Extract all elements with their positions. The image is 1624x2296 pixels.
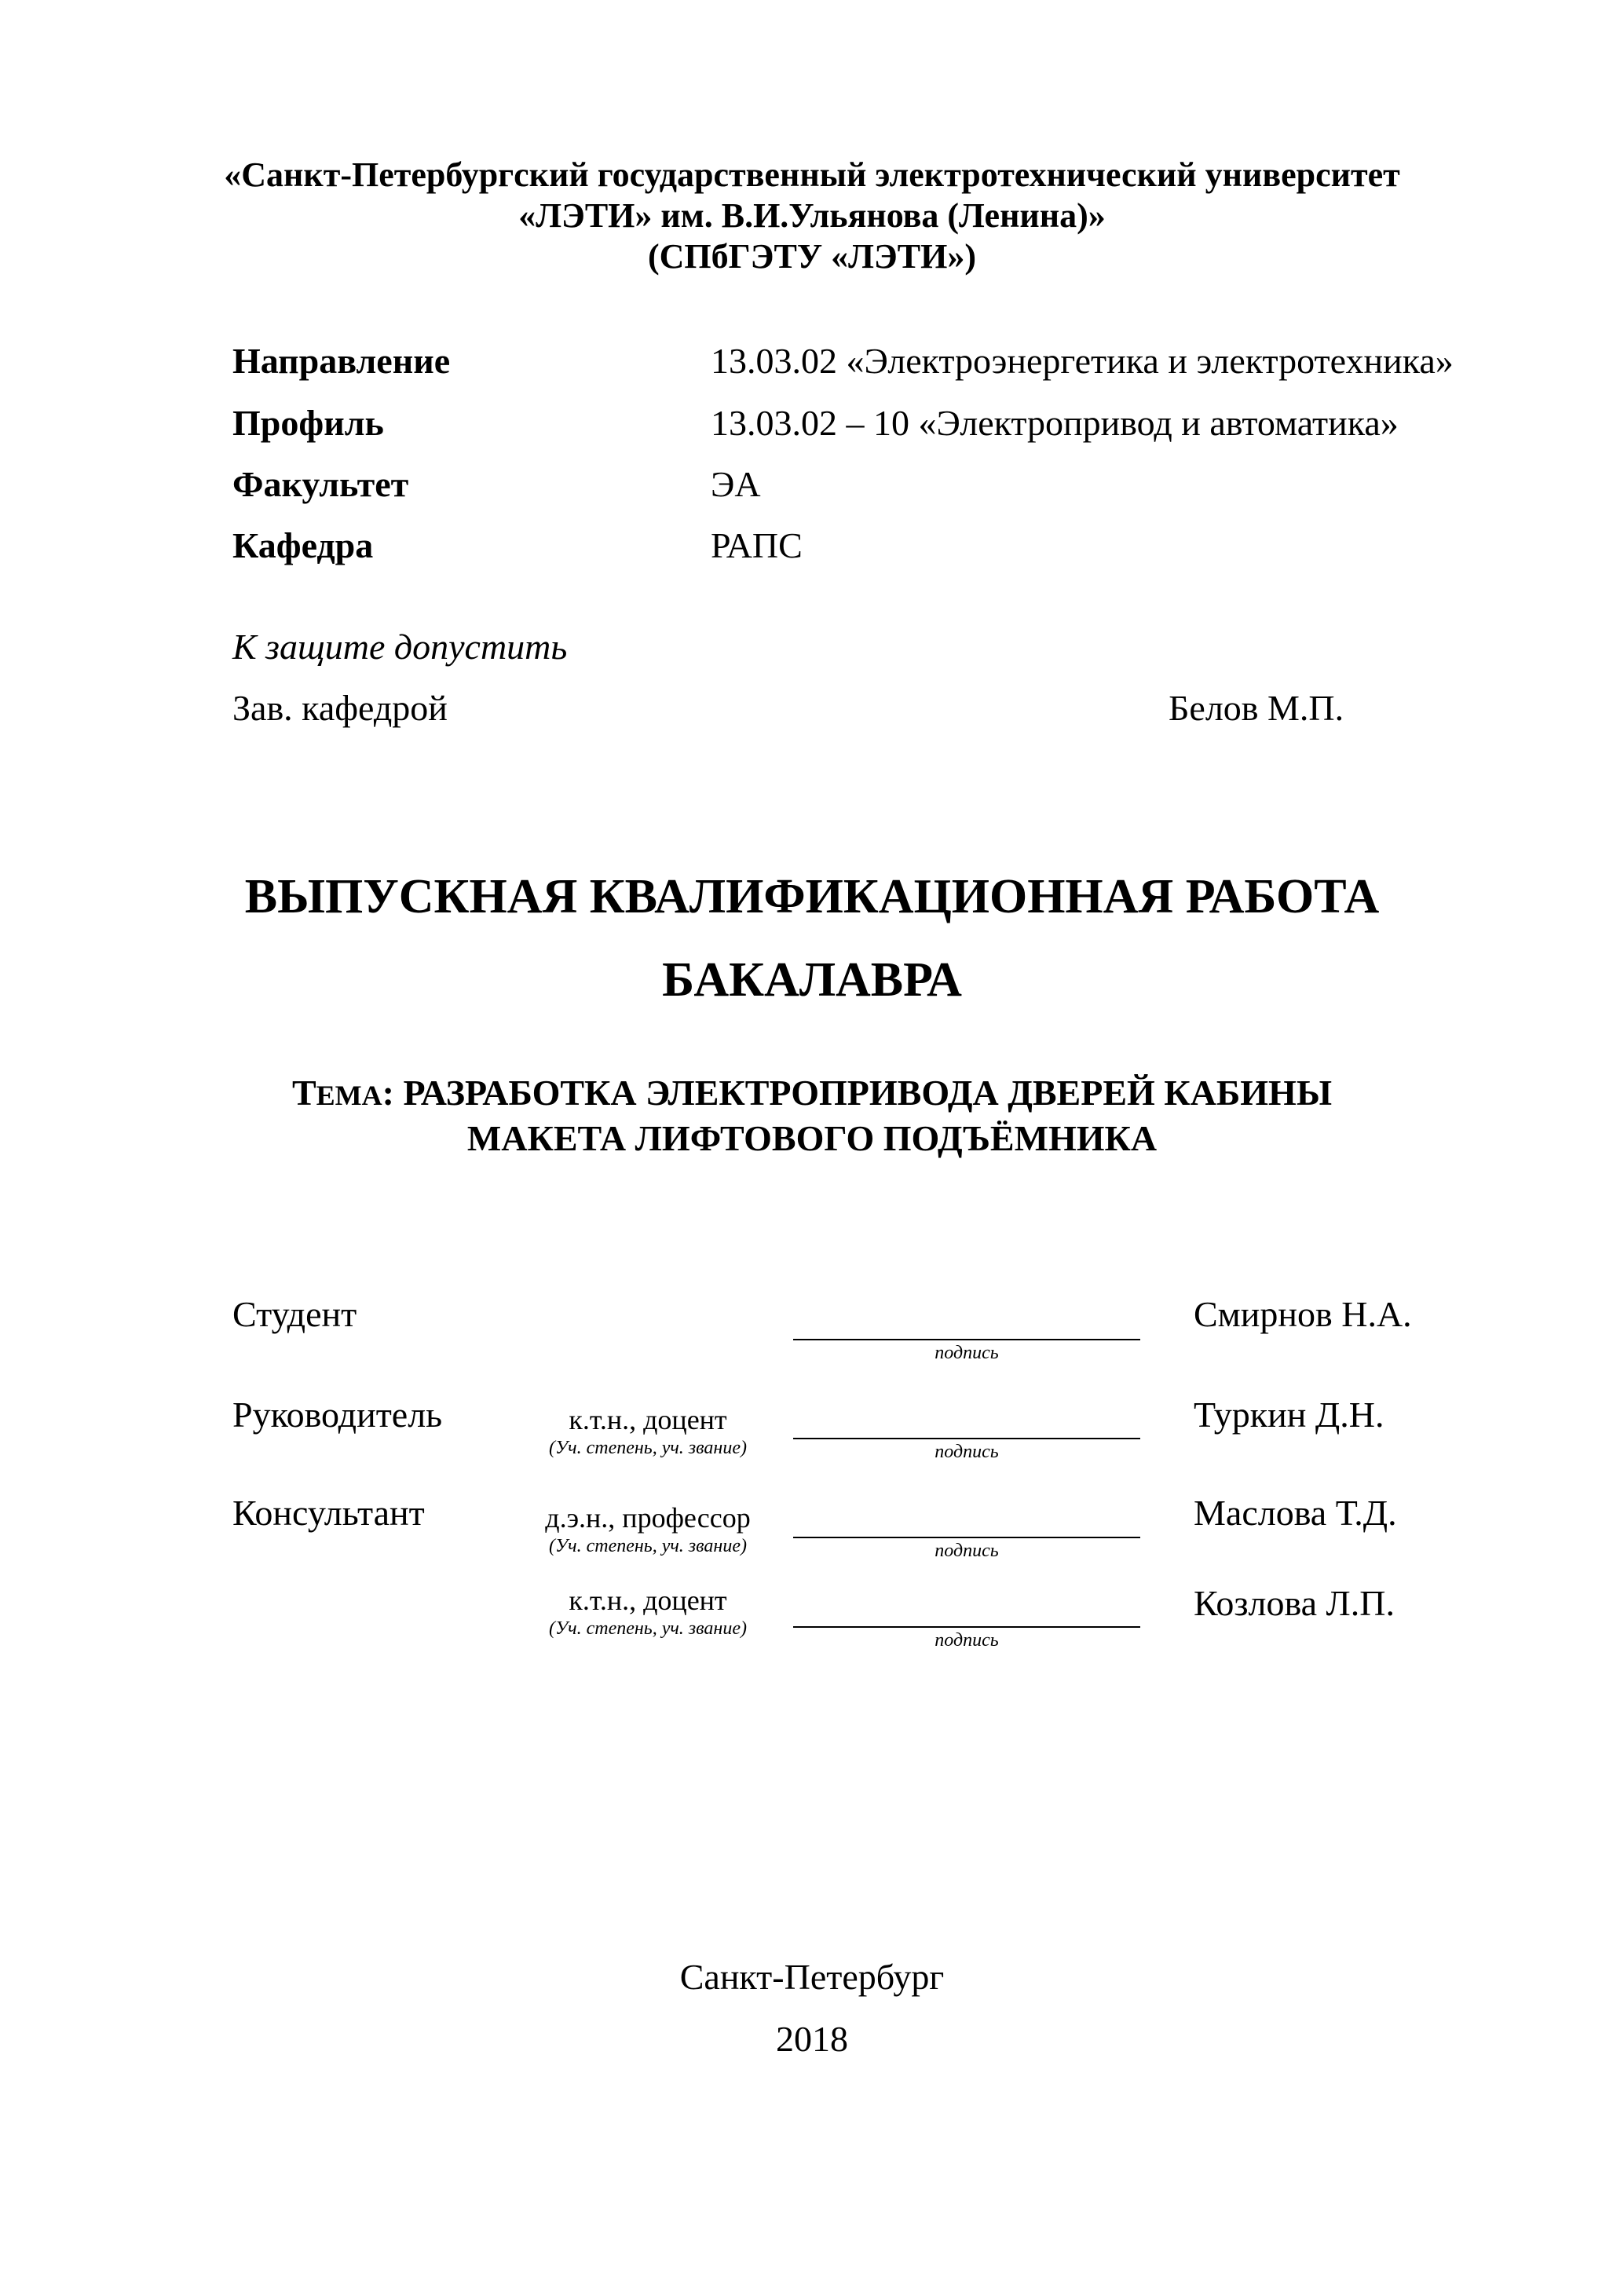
faculty-label: Факультет (232, 464, 409, 504)
direction-value: 13.03.02 «Электроэнергетика и электротехника» (711, 341, 1454, 381)
topic-label-rest: ЕМА (316, 1080, 382, 1111)
university-name-line2: «ЛЭТИ» им. В.И.Ульянова (Ленина)» (518, 196, 1106, 235)
consultant1-signature-hint: подпись (935, 1541, 999, 1561)
thesis-title-line2: БАКАЛАВРА (662, 953, 962, 1007)
student-role: Студент (232, 1294, 357, 1334)
university-name-line1: «Санкт-Петербургский государственный электротехнический университет (224, 155, 1400, 194)
profile-label: Профиль (232, 403, 384, 443)
student-signature-hint: подпись (935, 1343, 999, 1363)
head-of-department-name: Белов М.П. (1169, 688, 1344, 728)
consultant2-signature-line (793, 1626, 1140, 1628)
consultant1-degree-hint: (Уч. степень, уч. звание) (549, 1536, 747, 1556)
student-signature-line (793, 1339, 1140, 1340)
admission-text: К защите допустить (232, 627, 568, 667)
direction-label: Направление (232, 341, 451, 381)
consultant2-signature-hint: подпись (935, 1630, 999, 1651)
head-of-department-label: Зав. кафедрой (232, 688, 448, 728)
thesis-title-line1: ВЫПУСКНАЯ КВАЛИФИКАЦИОННАЯ РАБОТА (244, 870, 1380, 923)
department-value: РАПС (711, 525, 803, 565)
consultant1-degree: д.э.н., профессор (545, 1502, 751, 1534)
supervisor-signature-line (793, 1438, 1140, 1439)
topic-label-first: Т (291, 1073, 316, 1113)
topic-label-colon: : (382, 1073, 394, 1113)
profile-value: 13.03.02 – 10 «Электропривод и автоматика» (711, 403, 1399, 443)
supervisor-degree-hint: (Уч. степень, уч. звание) (549, 1438, 747, 1458)
consultant1-signature-line (793, 1537, 1140, 1538)
supervisor-signature-hint: подпись (935, 1442, 999, 1462)
consultant2-name: Козлова Л.П. (1194, 1583, 1395, 1623)
consultant2-degree-hint: (Уч. степень, уч. звание) (549, 1618, 747, 1639)
university-abbreviation: (СПбГЭТУ «ЛЭТИ») (648, 237, 976, 276)
topic-text-line1: РАЗРАБОТКА ЭЛЕКТРОПРИВОДА ДВЕРЕЙ КАБИНЫ (393, 1073, 1333, 1113)
consultant1-name: Маслова Т.Д. (1194, 1493, 1397, 1533)
topic-line2: МАКЕТА ЛИФТОВОГО ПОДЪЁМНИКА (466, 1118, 1158, 1158)
faculty-value: ЭА (711, 464, 761, 504)
topic-line1 (0, 1071, 1624, 1117)
consultant2-degree: к.т.н., доцент (569, 1585, 727, 1616)
supervisor-degree: к.т.н., доцент (569, 1404, 727, 1435)
supervisor-role: Руководитель (232, 1395, 443, 1435)
footer-year: 2018 (776, 2019, 848, 2059)
consultant-role: Консультант (232, 1493, 425, 1533)
department-label: Кафедра (232, 525, 374, 565)
student-name: Смирнов Н.А. (1194, 1294, 1412, 1334)
supervisor-name: Туркин Д.Н. (1194, 1395, 1384, 1435)
footer-city: Санкт-Петербург (679, 1957, 945, 1997)
